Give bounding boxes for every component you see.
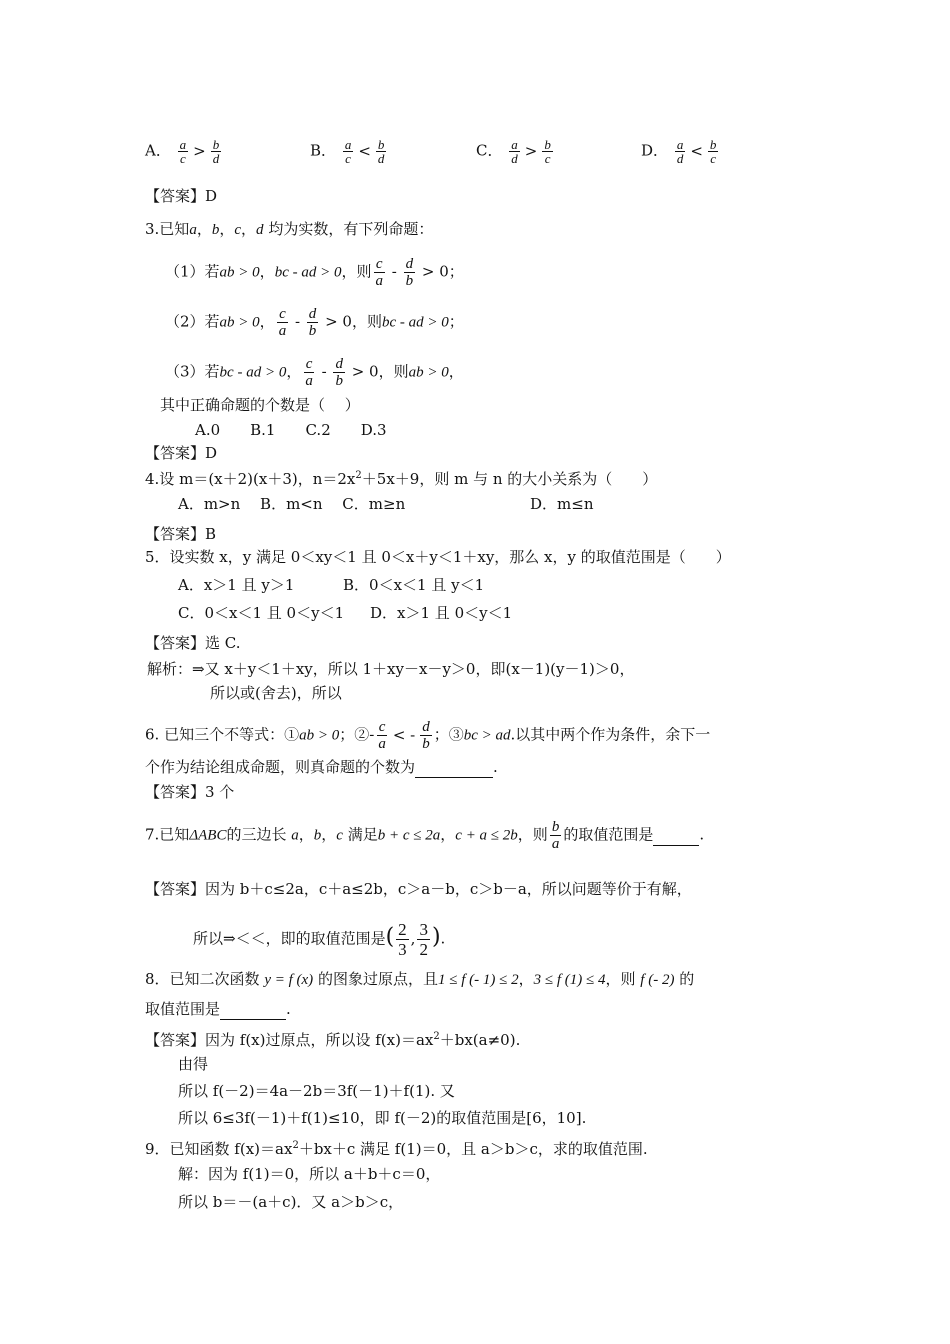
q8-stem: 8．已知二次函数 y = f (x) 的图象过原点，且1 ≤ f (- 1) ≤ 2，3 ≤ f (1) ≤ 4，则 f (- 2) 的 <box>145 970 695 988</box>
fraction-c-over-a: $\frac{c}{a}$ <box>375 256 383 289</box>
fraction: $\frac{b}{d}$ <box>377 137 385 166</box>
fraction: $\frac{a}{c}$ <box>179 137 187 166</box>
q4-answer: 【答案】B <box>145 525 217 543</box>
q9-stem: 9．已知函数 $f(x)=ax^2+bx+c$ 满足 f(1)＝0，且 a＞b＞c，求的取值范围. <box>145 1140 648 1158</box>
q9-solution-1: 解：因为 f(1)＝0，所以 a＋b＋c＝0， <box>178 1165 441 1183</box>
q6-answer: 【答案】3 个 <box>145 783 235 801</box>
fraction: $\frac{a}{d}$ <box>511 137 518 166</box>
q5-analysis-2: 所以或(舍去)，所以 <box>210 684 342 702</box>
q4-options: A．m>n B．m<n C．m≥n <box>178 495 406 513</box>
q4-option-d: D．m≤n <box>530 495 594 513</box>
q8-line-2: 取值范围是 . <box>145 1000 291 1018</box>
q4-stem: 4.设 m＝(x＋2)(x＋3)，$n=2x^2+5x+9$，则 m 与 n 的大小关系为（ ） <box>145 470 658 488</box>
q5-stem: 5．设实数 x，y 满足 0＜xy＜1 且 0＜x＋y＜1＋xy，那么 x，y 的取值范围是（ ） <box>145 548 731 566</box>
q2-option-c: C． $\frac{a}{d}$ > $\frac{b}{c}$ <box>476 137 551 166</box>
q3-options: A.0 B.1 C.2 D.3 <box>195 421 387 439</box>
q3-stem: 3.已知a，b，c，d 均为实数，有下列命题： <box>145 220 434 238</box>
q7-stem: 7.已知ΔABC的三边长 a，b，c 满足b + c ≤ 2a，c + a ≤ 2b，则 $\frac{b}{a}$ 的取值范围是 . <box>145 819 705 852</box>
q6-line-2: 个作为结论组成命题，则真命题的个数为 . <box>145 758 498 776</box>
fraction-d-over-b: $\frac{d}{b}$ <box>405 256 414 289</box>
answer-blank[interactable] <box>220 999 286 1020</box>
q2-option-a: A． $\frac{a}{c}$ > $\frac{b}{d}$ <box>145 137 220 166</box>
q3-proposition-1: （1）若ab > 0，bc - ad > 0，则 $\frac{c}{a}$ - $\frac{d}{b}$ > 0； <box>165 256 464 289</box>
q5-option-a: A．x＞1 且 y＞1 <box>178 576 295 594</box>
fraction: $\frac{a}{c}$ <box>344 137 352 166</box>
q6-stem: 6. 已知三个不等式：①ab > 0；②- $\frac{c}{a}$ < - $\frac{d}{b}$ ；③bc > ad.以其中两个作为条件，余下一 <box>145 719 711 752</box>
q3-answer: 【答案】D <box>145 444 218 462</box>
fraction: $\frac{a}{d}$ <box>676 137 684 166</box>
q8-step-2: 所以 f(－2)＝4a－2b＝3f(－1)＋f(1). 又 <box>178 1082 455 1100</box>
q7-answer-2: 所以⇒＜＜，即的取值范围是( $\frac{2}{3}$ , $\frac{3}{2}$ ). <box>193 920 446 959</box>
q5-answer: 【答案】选 C. <box>145 634 241 652</box>
fraction-c-over-a: $\frac{c}{a}$ <box>378 719 386 752</box>
q5-option-d: D．x＞1 且 0＜y＜1 <box>370 604 513 622</box>
q2-answer: 【答案】D <box>145 187 218 205</box>
fraction-three-halves: $\frac{3}{2}$ <box>419 920 428 959</box>
q9-solution-2: 所以 b＝－(a＋c)．又 a＞b＞c， <box>178 1193 404 1211</box>
q8-answer: 【答案】因为 f(x)过原点，所以设 $f(x)=ax^2+bx(a\ne 0)$. <box>145 1031 521 1049</box>
q3-proposition-3: （3）若bc - ad > 0， $\frac{c}{a}$ - $\frac{d}{b}$ > 0，则ab > 0， <box>165 356 464 389</box>
fraction-c-over-a: $\frac{c}{a}$ <box>305 356 313 389</box>
fraction-two-thirds: $\frac{2}{3}$ <box>398 920 407 959</box>
fraction: $\frac{b}{d}$ <box>212 137 220 166</box>
q7-answer: 【答案】因为 b＋c≤2a，c＋a≤2b，c＞a－b，c＞b－a，所以问题等价于有解， <box>145 880 692 898</box>
fraction-c-over-a: $\frac{c}{a}$ <box>278 306 287 339</box>
q8-step-3: 所以 6≤3f(－1)＋f(1)≤10，即 f(－2)的取值范围是[6，10]. <box>178 1109 587 1127</box>
q5-analysis: 解析：⇒又 x＋y＜1＋xy，所以 1＋xy－x－y＞0，即(x－1)(y－1)＞0， <box>147 660 635 678</box>
fraction-b-over-a: $\frac{b}{a}$ <box>551 819 560 852</box>
answer-blank[interactable] <box>653 825 699 846</box>
q2-option-b: B． $\frac{a}{c}$ < $\frac{b}{d}$ <box>310 137 385 166</box>
q5-option-c: C．0＜x＜1 且 0＜y＜1 <box>178 604 345 622</box>
q5-option-b: B．0＜x＜1 且 y＜1 <box>343 576 485 594</box>
q3-question: 其中正确命题的个数是（ ） <box>160 396 360 414</box>
q8-step-1: 由得 <box>178 1055 209 1073</box>
q2-option-d: D． $\frac{a}{d}$ < $\frac{b}{c}$ <box>641 137 717 166</box>
q3-proposition-2: （2）若ab > 0， $\frac{c}{a}$ - $\frac{d}{b}$ > 0，则bc - ad > 0； <box>165 306 464 339</box>
fraction-d-over-b: $\frac{d}{b}$ <box>422 719 430 752</box>
fraction-d-over-b: $\frac{d}{b}$ <box>335 356 343 389</box>
fraction-d-over-b: $\frac{d}{b}$ <box>308 306 317 339</box>
answer-blank[interactable] <box>415 757 493 778</box>
fraction: $\frac{b}{c}$ <box>544 137 551 166</box>
fraction: $\frac{b}{c}$ <box>709 137 717 166</box>
